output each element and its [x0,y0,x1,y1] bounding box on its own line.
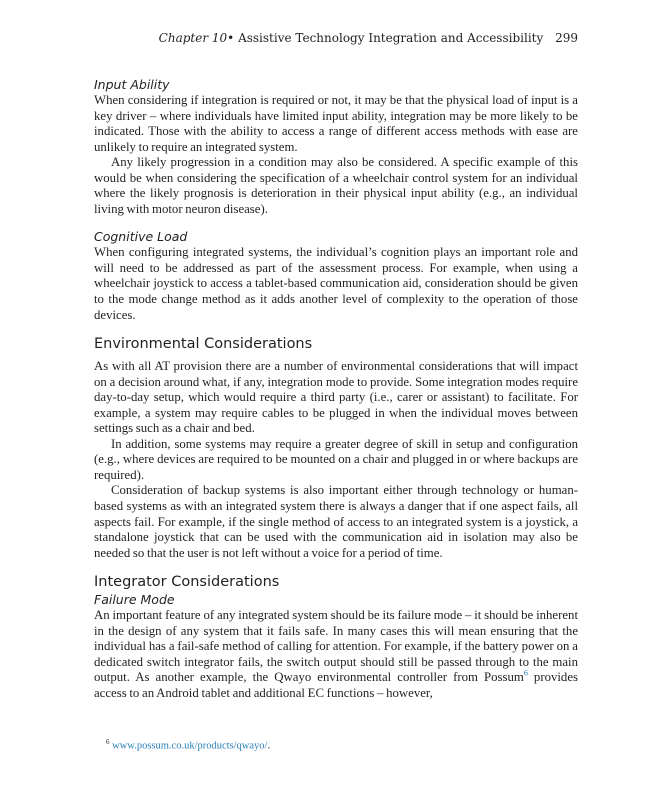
heading-cognitive-load: Cognitive Load [94,229,188,245]
chapter-label: Chapter 10 [158,31,228,45]
paragraph-input-ability-1: When considering if integration is required or not, it may be that the physical load of input is a key driver – where individuals have limited input ability, integration may be more likely to be indicated. Those with the ability to access a range of different access methods with ease are unlikely to require an integrated system. [94,93,578,154]
paragraph-failure-mode-1 [94,608,578,701]
paragraph-environmental-3: Consideration of backup systems is also important either through technology or human-based systems as with an integrated system there is always a danger that if one aspect fails, all aspects fail. For example, if the single method of access to an integrated system is a joystick, a standalone joystick that can be used with the communication aid in isolation may also be needed so that the user is not left without a voice for a period of time. [94,483,578,560]
paragraph-environmental-2: In addition, some systems may require a greater degree of skill in setup and configuration (e.g., where devices are required to be mounted on a chair and plugged in or where backups are required). [94,436,578,482]
paragraph-input-ability-2: Any likely progression in a condition may also be considered. A specific example of this would be when considering the specification of a wheelchair control system for an individual where the likely prognosis is deterioration in their physical input ability (e.g., an individual living with motor neuron disease). [94,155,578,216]
footnote-number: 6 [106,738,110,746]
heading-integrator-considerations: Integrator Considerations [94,574,280,591]
failure-mode-text-after-ref: provides access to an Android tablet and additional EC functions – however, [94,670,578,700]
heading-input-ability: Input Ability [94,77,170,92]
header-bullet: • [227,31,235,45]
chapter-title: Assistive Technology Integration and Accessibility [238,31,544,45]
paragraph-cognitive-load-1: When configuring integrated systems, the individual’s cognition plays an important role and will need to be addressed as part of the assessment process. For example, when using a wheelchair joystick to access a tablet-based communication aid, consideration should be given to the mode change method as it adds another level of complexity to the operation of those devices. [94,245,578,322]
footnote-ref-6[interactable]: 6 [523,669,528,679]
heading-failure-mode: Failure Mode [94,592,175,608]
footnote-6 [106,736,270,753]
footnote-trailing: . [267,740,271,752]
page-number: 299 [555,31,578,45]
failure-mode-text-before-ref: An important feature of any integrated system should be its failure mode – it should be inherent in the design of any system that it fails safe. In many cases this will mean ensuring that the individual has a fail-safe method of calling for attention. For example, if the battery power on a dedicated switch integrator fails, the switch output should still be passed through to the main output. As another example, the Qwayo environmental controller from Possum [94,608,578,685]
heading-environmental-considerations: Environmental Considerations [94,336,313,353]
main-text [94,77,578,702]
running-header [94,30,578,46]
footnote-link[interactable]: www.possum.co.uk/products/qwayo/ [112,740,268,752]
paragraph-environmental-1: As with all AT provision there are a number of environmental considerations that will impact on a decision around what, if any, integration mode to provide. Some integration modes require day-to-day setup, which would require a third party (i.e., carer or assistant) to facilitate. For example, a system may require cables to be plugged in when the individual moves between settings such as a chair and bed. [94,359,578,436]
